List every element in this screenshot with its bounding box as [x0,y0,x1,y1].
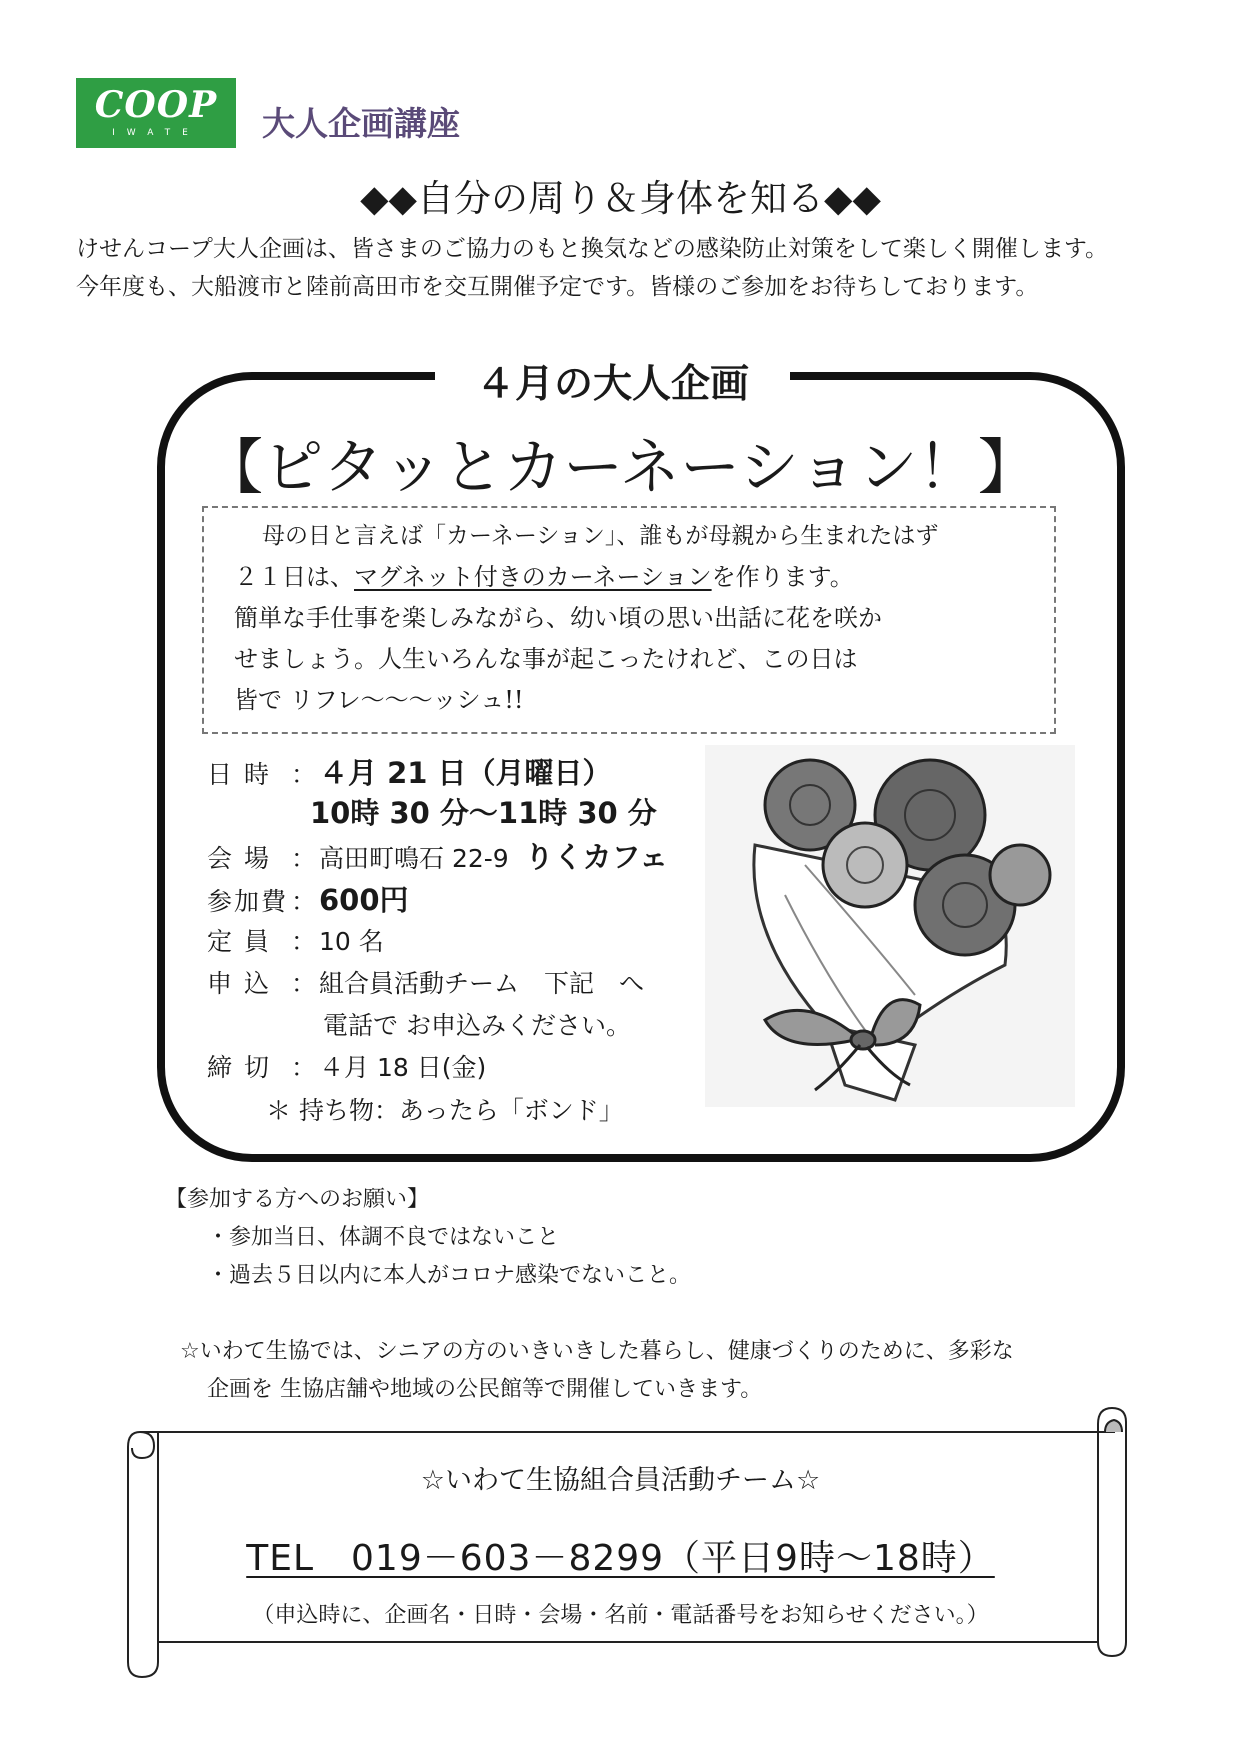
detail-date [207,756,612,792]
detail-label: 締 切 [207,1053,271,1082]
intro-text [76,230,1108,306]
date-value: ４月 21 日（月曜日） [319,756,612,790]
detail-label: 参加費 [207,887,289,916]
description-line: 皆で リフレ～～～ッシュ!! [234,686,524,714]
info-line: ☆いわて生協では、シニアの方のいきいきした暮らし、健康づくりのために、多彩な [180,1339,1014,1364]
detail-separator: ： [291,1053,317,1082]
description-line: 簡単な手仕事を楽しみながら、幼い頃の思い出話に花を咲か [234,604,882,632]
fee-value: 600円 [319,883,409,917]
info-line: 企画を 生協店舗や地域の公民館等で開催していきます。 [207,1377,763,1402]
detail-deadline [207,1051,486,1085]
contact-phone[interactable] [0,1530,1241,1581]
description-text: を作ります。 [711,563,854,591]
theme-heading: ◆◆自分の周り＆身体を知る◆◆ [360,177,881,220]
detail-fee [207,883,409,919]
detail-separator: ： [291,844,317,873]
apply-value: 組合員活動チーム 下記 へ [319,969,645,998]
phone-number[interactable]: TEL 019－603－8299（平日9時～18時） [246,1538,995,1579]
detail-capacity [207,925,384,959]
detail-label: 会 場 [207,844,271,873]
coop-logo [76,78,236,148]
logo-subtext: IWATE [112,128,200,138]
description-text: ２１日は、 [234,563,354,591]
description-line: 母の日と言えば「カーネーション」、誰もが母親から生まれたはず [262,523,939,549]
description-box [202,506,1056,734]
carnation-bouquet-illustration [705,745,1075,1107]
detail-venue [207,840,668,876]
description-line: せましょう。人生いろんな事が起こったけれど、この日は [234,645,858,673]
series-title: 大人企画講座 [262,104,460,143]
notice-heading: 【参加する方へのお願い】 [165,1187,430,1212]
capacity-value: 10 名 [319,927,384,956]
deadline-value: ４月 18 日(金) [319,1053,487,1082]
detail-separator: ： [291,927,317,956]
logo-text: COOP [94,84,218,126]
notice-item: ・参加当日、体調不良ではないこと [207,1225,560,1250]
event-title: 【ピタッとカーネーション！】 [203,433,1038,503]
description-line [234,557,854,598]
detail-separator: ： [291,887,317,916]
detail-apply-2: 電話で お申込みください。 [323,1011,631,1040]
venue-name: りくカフェ [524,840,669,874]
detail-bring: ＊ 持ち物：あったら「ボンド」 [266,1096,624,1125]
contact-note: （申込時に、企画名・日時・会場・名前・電話番号をお知らせください。） [252,1603,989,1628]
notice-item: ・過去５日以内に本人がコロナ感染でないこと。 [207,1263,692,1288]
detail-label: 定 員 [207,927,271,956]
detail-label: 申 込 [207,969,271,998]
contact-team: ☆いわて生協組合員活動チーム☆ [420,1465,821,1496]
intro-line: けせんコープ大人企画は、皆さまのご協力のもと換気などの感染防止対策をして楽しく開催します。 [76,236,1109,262]
panel-title: ４月の大人企画 [435,355,790,415]
detail-label: 日 時 [207,760,271,789]
detail-separator: ： [291,969,317,998]
detail-separator: ： [291,760,317,789]
intro-line: 今年度も、大船渡市と陸前高田市を交互開催予定です。皆様のご参加をお待ちしております。 [76,274,1039,300]
venue-address: 高田町鳴石 22-9 [319,844,509,873]
detail-time: 10時 30 分～11時 30 分 [310,796,657,830]
description-underlined: マグネット付きのカーネーション [354,563,712,591]
detail-apply [207,967,644,1001]
